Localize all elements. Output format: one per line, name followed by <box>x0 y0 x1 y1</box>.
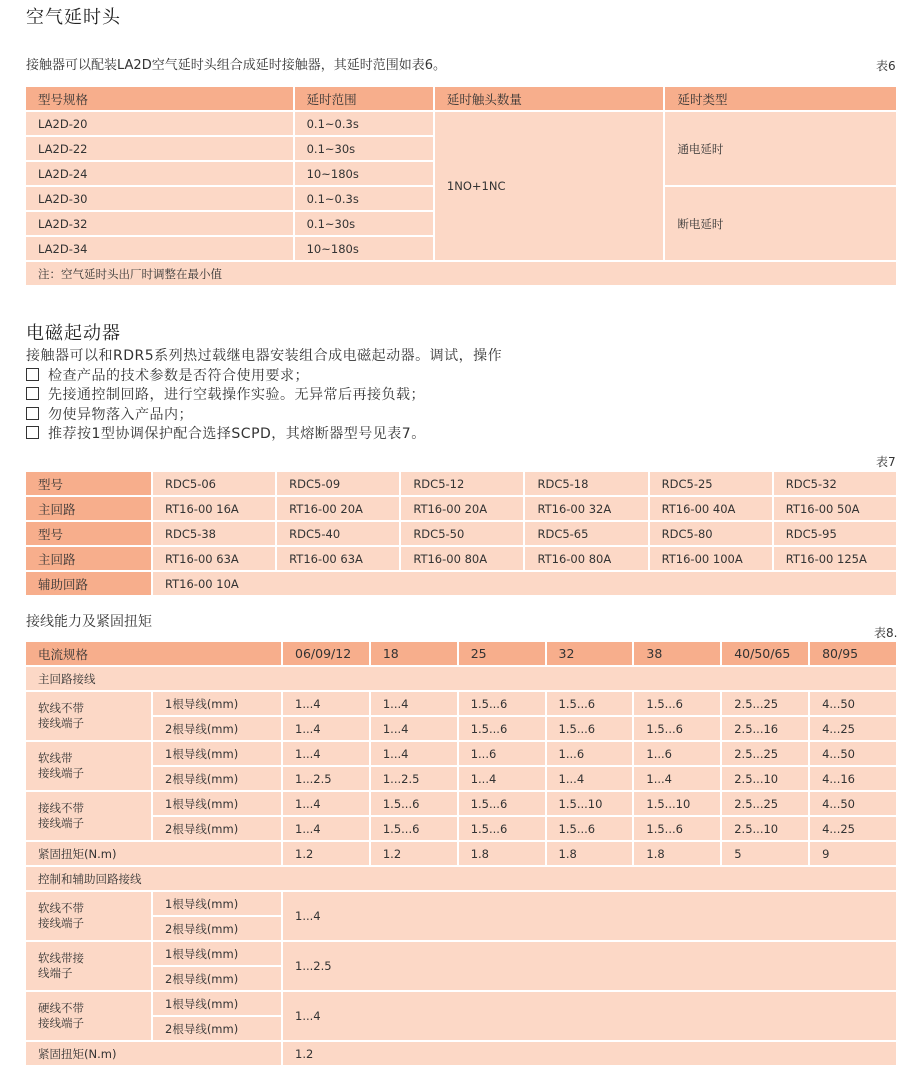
wire-cell: 1.5...6 <box>634 717 720 740</box>
ctrl-torque-label: 紧固扭矩(N.m) <box>26 1042 281 1065</box>
two-wire-label: 2根导线(mm) <box>153 917 281 940</box>
header-col: 38 <box>634 642 720 665</box>
wire-cell: 1.5...6 <box>459 817 545 840</box>
wire-cell: 1.5...6 <box>547 717 633 740</box>
torque-cell: 1.8 <box>459 842 545 865</box>
wire-row <box>26 817 896 840</box>
fuse-cell: RDC5-25 <box>650 472 772 495</box>
checkbox-icon <box>26 407 39 420</box>
wire-cell: 4...50 <box>810 792 896 815</box>
header-row <box>26 642 896 665</box>
wire-cell: 1...4 <box>371 742 457 765</box>
header-col: 25 <box>459 642 545 665</box>
range-cell: 10~180s <box>295 237 433 260</box>
table-note: 注：空气延时头出厂时调整在最小值 <box>26 262 896 285</box>
model-cell: LA2D-30 <box>26 187 293 210</box>
delay-head-table <box>24 85 898 287</box>
fuse-cell: RDC5-12 <box>401 472 523 495</box>
torque-cell: 1.8 <box>547 842 633 865</box>
wire-cell: 1...4 <box>283 717 369 740</box>
one-wire-label: 1根导线(mm) <box>153 742 281 765</box>
wire-cell: 1.5...6 <box>634 817 720 840</box>
fuse-cell: RDC5-32 <box>774 472 896 495</box>
wire-cell: 1...2.5 <box>371 767 457 790</box>
header-col: 32 <box>547 642 633 665</box>
wire-cell: 4...50 <box>810 692 896 715</box>
range-cell: 0.1~30s <box>295 137 433 160</box>
ctrl-group-name: 软线带接 线端子 <box>26 942 151 990</box>
wire-cell: 1...6 <box>547 742 633 765</box>
wire-cell: 2.5...16 <box>722 717 808 740</box>
fuse-cell: RT16-00 100A <box>650 547 772 570</box>
wire-cell: 1...2.5 <box>283 767 369 790</box>
wire-cell: 1...4 <box>283 692 369 715</box>
section-title-delay-head: 空气延时头 <box>26 7 121 28</box>
fuse-cell: RT16-00 20A <box>401 497 523 520</box>
main-circuit-section: 主回路接线 <box>26 667 896 690</box>
row-header: 主回路 <box>26 497 151 520</box>
wire-row <box>26 992 896 1015</box>
wire-cell: 1.5...6 <box>459 717 545 740</box>
fuse-cell: RT16-00 63A <box>153 547 275 570</box>
wiring-table <box>24 640 898 1067</box>
wire-cell: 1...4 <box>371 692 457 715</box>
wiring-table-body <box>26 642 896 1065</box>
table-6-label: 表6 <box>876 59 896 73</box>
wire-cell: 1.5...6 <box>371 792 457 815</box>
section-row <box>26 867 896 890</box>
model-cell: LA2D-24 <box>26 162 293 185</box>
wire-cell: 1.5...6 <box>547 692 633 715</box>
wire-cell: 1...4 <box>459 767 545 790</box>
wire-cell: 4...25 <box>810 717 896 740</box>
row-header: 辅助回路 <box>26 572 151 595</box>
wire-row <box>26 792 896 815</box>
wire-cell: 4...16 <box>810 767 896 790</box>
header-col: 40/50/65 <box>722 642 808 665</box>
table-8-title: 接线能力及紧固扭矩 <box>26 614 152 630</box>
model-cell: LA2D-34 <box>26 237 293 260</box>
wire-row <box>26 892 896 915</box>
two-wire-label: 2根导线(mm) <box>153 767 281 790</box>
header-col: 06/09/12 <box>283 642 369 665</box>
torque-row <box>26 1042 896 1065</box>
section-intro-delay-head: 接触器可以配装LA2D空气延时头组合成延时接触器，其延时范围如表6。 <box>26 58 446 73</box>
fuse-cell: RDC5-95 <box>774 522 896 545</box>
fuse-cell: RDC5-09 <box>277 472 399 495</box>
fuse-table-row <box>26 572 896 595</box>
fuse-table-body <box>26 472 896 595</box>
ctrl-torque-value: 1.2 <box>283 1042 896 1065</box>
table-7-label: 表7 <box>876 455 896 469</box>
fuse-cell: RT16-00 50A <box>774 497 896 520</box>
wire-cell: 1...4 <box>283 817 369 840</box>
range-cell: 0.1~0.3s <box>295 187 433 210</box>
fuse-cell: RDC5-38 <box>153 522 275 545</box>
contacts-cell: 1NO+1NC <box>435 112 664 260</box>
type-on-cell: 通电延时 <box>665 112 896 185</box>
wire-row <box>26 742 896 765</box>
type-off-cell: 断电延时 <box>665 187 896 260</box>
wire-cell: 4...25 <box>810 817 896 840</box>
wire-cell: 1...4 <box>547 767 633 790</box>
wire-cell: 1...6 <box>459 742 545 765</box>
row-header: 主回路 <box>26 547 151 570</box>
wire-cell: 1.5...6 <box>371 817 457 840</box>
fuse-cell: RT16-00 16A <box>153 497 275 520</box>
header-current-rating: 电流规格 <box>26 642 281 665</box>
torque-cell: 1.2 <box>283 842 369 865</box>
wire-cell: 1...6 <box>634 742 720 765</box>
fuse-cell: RT16-00 80A <box>525 547 647 570</box>
fuse-cell: RT16-00 32A <box>525 497 647 520</box>
wire-cell: 2.5...25 <box>722 792 808 815</box>
section-row <box>26 667 896 690</box>
one-wire-label: 1根导线(mm) <box>153 942 281 965</box>
header-range: 延时范围 <box>295 87 433 110</box>
model-cell: LA2D-32 <box>26 212 293 235</box>
one-wire-label: 1根导线(mm) <box>153 792 281 815</box>
wire-cell: 1.5...6 <box>547 817 633 840</box>
fuse-cell: RDC5-40 <box>277 522 399 545</box>
wire-row <box>26 692 896 715</box>
wire-cell: 1...4 <box>371 717 457 740</box>
header-type: 延时类型 <box>665 87 896 110</box>
two-wire-label: 2根导线(mm) <box>153 1017 281 1040</box>
two-wire-label: 2根导线(mm) <box>153 817 281 840</box>
fuse-table-row <box>26 497 896 520</box>
fuse-table-row <box>26 547 896 570</box>
ctrl-value: 1...4 <box>283 892 896 940</box>
fuse-table-row <box>26 472 896 495</box>
starter-intro: 接触器可以和RDR5系列热过载继电器安装组合成电磁起动器。调试，操作 <box>26 348 503 364</box>
starter-text <box>26 347 502 445</box>
wire-cell: 1.5...10 <box>634 792 720 815</box>
wire-cell: 1.5...6 <box>459 692 545 715</box>
one-wire-label: 1根导线(mm) <box>153 892 281 915</box>
checklist-item: 先接通控制回路，进行空载操作实验。无异常后再接负载； <box>26 386 502 406</box>
range-cell: 10~180s <box>295 162 433 185</box>
table-8-label: 表8. <box>874 626 898 640</box>
wire-cell: 1...4 <box>634 767 720 790</box>
torque-cell: 9 <box>810 842 896 865</box>
wire-cell: 2.5...25 <box>722 742 808 765</box>
fuse-cell: RDC5-18 <box>525 472 647 495</box>
wire-group-name: 软线带 接线端子 <box>26 742 151 790</box>
fuse-cell: RT16-00 80A <box>401 547 523 570</box>
torque-row <box>26 842 896 865</box>
ctrl-group-name: 硬线不带 接线端子 <box>26 992 151 1040</box>
checklist-item: 推荐按1型协调保护配合选择SCPD，其熔断器型号见表7。 <box>26 425 502 445</box>
row-header: 型号 <box>26 472 151 495</box>
ctrl-group-name: 软线不带 接线端子 <box>26 892 151 940</box>
header-col: 80/95 <box>810 642 896 665</box>
range-cell: 0.1~0.3s <box>295 112 433 135</box>
fuse-cell: RDC5-06 <box>153 472 275 495</box>
model-cell: LA2D-20 <box>26 112 293 135</box>
wire-group-name: 软线不带 接线端子 <box>26 692 151 740</box>
wire-cell: 1...4 <box>283 742 369 765</box>
wire-row <box>26 942 896 965</box>
fuse-cell: RDC5-65 <box>525 522 647 545</box>
section-title-starter: 电磁起动器 <box>26 323 121 344</box>
wire-cell: 1.5...6 <box>634 692 720 715</box>
row-header: 型号 <box>26 522 151 545</box>
torque-label: 紧固扭矩(N.m) <box>26 842 281 865</box>
checkbox-icon <box>26 426 39 439</box>
fuse-cell: RT16-00 20A <box>277 497 399 520</box>
two-wire-label: 2根导线(mm) <box>153 967 281 990</box>
ctrl-value: 1...4 <box>283 992 896 1040</box>
fuse-cell: RT16-00 63A <box>277 547 399 570</box>
fuse-table-row <box>26 522 896 545</box>
one-wire-label: 1根导线(mm) <box>153 692 281 715</box>
wire-cell: 1.5...10 <box>547 792 633 815</box>
header-model: 型号规格 <box>26 87 293 110</box>
fuse-cell: RDC5-50 <box>401 522 523 545</box>
wire-cell: 1...4 <box>283 792 369 815</box>
ctrl-value: 1...2.5 <box>283 942 896 990</box>
torque-cell: 1.2 <box>371 842 457 865</box>
one-wire-label: 1根导线(mm) <box>153 992 281 1015</box>
wire-group-name: 接线不带 接线端子 <box>26 792 151 840</box>
control-circuit-section: 控制和辅助回路接线 <box>26 867 896 890</box>
torque-cell: 5 <box>722 842 808 865</box>
fuse-cell: RT16-00 125A <box>774 547 896 570</box>
checkbox-icon <box>26 387 39 400</box>
range-cell: 0.1~30s <box>295 212 433 235</box>
fuse-cell: RT16-00 10A <box>153 572 896 595</box>
checklist-item: 检查产品的技术参数是否符合使用要求； <box>26 367 502 387</box>
wire-cell: 2.5...10 <box>722 767 808 790</box>
checkbox-icon <box>26 368 39 381</box>
wire-cell: 4...50 <box>810 742 896 765</box>
wire-row <box>26 767 896 790</box>
fuse-cell: RT16-00 40A <box>650 497 772 520</box>
two-wire-label: 2根导线(mm) <box>153 717 281 740</box>
checklist-item: 勿使异物落入产品内； <box>26 406 502 426</box>
header-contacts: 延时触头数量 <box>435 87 664 110</box>
wire-cell: 2.5...10 <box>722 817 808 840</box>
torque-cell: 1.8 <box>634 842 720 865</box>
fuse-table <box>24 470 898 597</box>
model-cell: LA2D-22 <box>26 137 293 160</box>
wire-cell: 2.5...25 <box>722 692 808 715</box>
wire-cell: 1.5...6 <box>459 792 545 815</box>
header-col: 18 <box>371 642 457 665</box>
wire-row <box>26 717 896 740</box>
fuse-cell: RDC5-80 <box>650 522 772 545</box>
